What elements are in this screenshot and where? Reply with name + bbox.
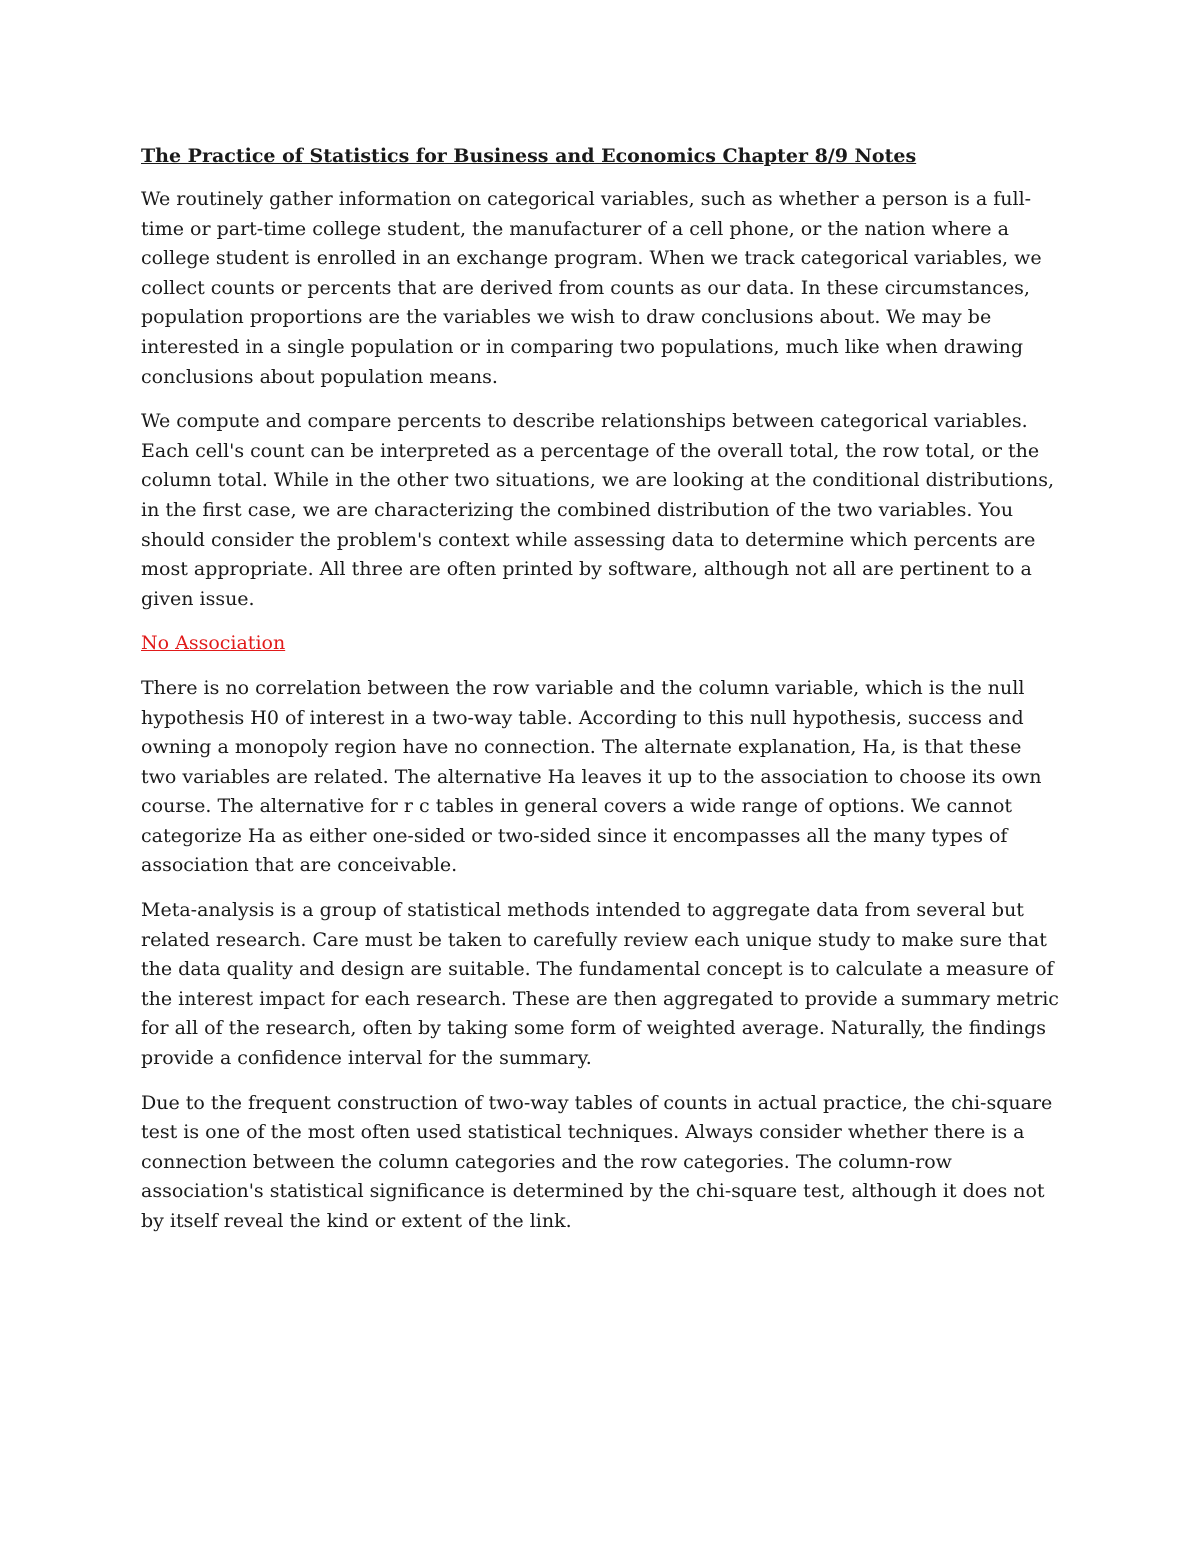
- paragraph-body-2: Meta-analysis is a group of statistical methods intended to aggregate data from several but related research. Care must be taken to carefully review each unique study to make sure that the data quality and design are suitable. The fundamental concept is to calculate a measure of the interest impact for each research. These are then aggregated to provide a summary metric for all of the research, often by taking some form of weighted average. Naturally, the findings provide a confidence interval for the summary.: [141, 899, 1059, 1070]
- paragraph-body-1: There is no correlation between the row variable and the column variable, which is the null hypothesis H0 of interest in a two-way table. According to this null hypothesis, success and owning a monopoly region have no connection. The alternate explanation, Ha, is that these two variables are related. The alternative Ha leaves it up to the association to choose its own course. The alternative for r c tables in general covers a wide range of options. We cannot categorize Ha as either one-sided or two-sided since it encompasses all the many types of association that are conceivable.: [141, 676, 1042, 877]
- document-body: [141, 142, 1061, 1252]
- paragraph-intro-1: We routinely gather information on categorical variables, such as whether a person is a full-time or part-time college student, the manufacturer of a cell phone, or the nation where a college student is enrolled in an exchange program. When we track categorical variables, we collect counts or percents that are derived from counts as our data. In these circumstances, population proportions are the variables we wish to draw conclusions about. We may be interested in a single population or in comparing two populations, much like when drawing conclusions about population means.: [141, 188, 1042, 388]
- paragraph-intro-2: We compute and compare percents to describe relationships between categorical variables. Each cell's count can be interpreted as a percentage of the overall total, the row total, or the column total. While in the other two situations, we are looking at the conditional distributions, in the first case, we are characterizing the combined distribution of the two variables. You should consider the problem's context while assessing data to determine which percents are most appropriate. All three are often printed by software, although not all are pertinent to a given issue.: [141, 410, 1055, 610]
- document-title: The Practice of Statistics for Business and Economics Chapter 8/9 Notes: [141, 145, 917, 167]
- paragraph-body-3: Due to the frequent construction of two-way tables of counts in actual practice, the chi-square test is one of the most often used statistical techniques. Always consider whether there is a connection between the column categories and the row categories. The column-row association's statistical significance is determined by the chi-square test, although it does not by itself reveal the kind or extent of the link.: [141, 1091, 1053, 1232]
- section-heading-no-association: No Association: [141, 632, 286, 655]
